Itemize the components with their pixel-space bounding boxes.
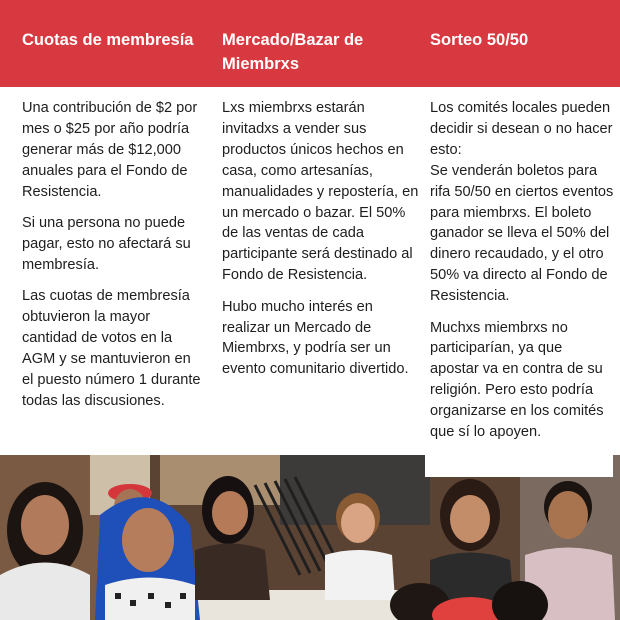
paragraph: Lxs miembrxs estarán invitadxs a vender sus productos únicos hechos en casa, como artesanías, manualidades y repostería, en un mercado o bazar. El 50% de las ventas de cada participante será destinado al Fondo de Resistencia.	[222, 100, 419, 284]
paragraph: Muchxs miembrxs no participarían, ya que apostar va en contra de su religión. Pero esto podría organizarse en los comités que sí lo apoyen.	[430, 319, 604, 441]
column-cuotas	[22, 98, 204, 422]
group-photo	[0, 455, 620, 620]
paragraph: Si una persona no puede pagar, esto no afectará su membresía.	[22, 215, 191, 273]
header-band	[0, 0, 620, 87]
column-mercado	[222, 98, 422, 391]
column-sorteo	[430, 98, 614, 443]
paragraph: Una contribución de $2 por mes o $25 por año podría generar más de $12,000 anuales para el Fondo de Resistencia.	[22, 100, 198, 200]
paragraph: Las cuotas de membresía obtuvieron la mayor cantidad de votos en la AGM y se mantuvieron en el puesto número 1 durante todas las discusiones.	[22, 288, 201, 409]
column-title-sorteo: Sorteo 50/50	[430, 31, 529, 49]
column-title-mercado: Mercado/Bazar de Miembrxs	[222, 31, 364, 73]
paragraph: Hubo mucho interés en realizar un Mercado de Miembrxs, y podría ser un evento comunitario divertido.	[222, 298, 409, 378]
group-photo-illustration	[0, 455, 620, 620]
column-title-cuotas: Cuotas de membresía	[22, 31, 194, 49]
paragraph: Los comités locales pueden decidir si desean o no hacer esto: Se venderán boletos para rifa 50/50 en ciertos eventos para miembrxs. El boleto ganador se lleva el 50% del dinero recaudado, y el otro 50% va directo al Fondo de Resistencia.	[430, 100, 614, 305]
